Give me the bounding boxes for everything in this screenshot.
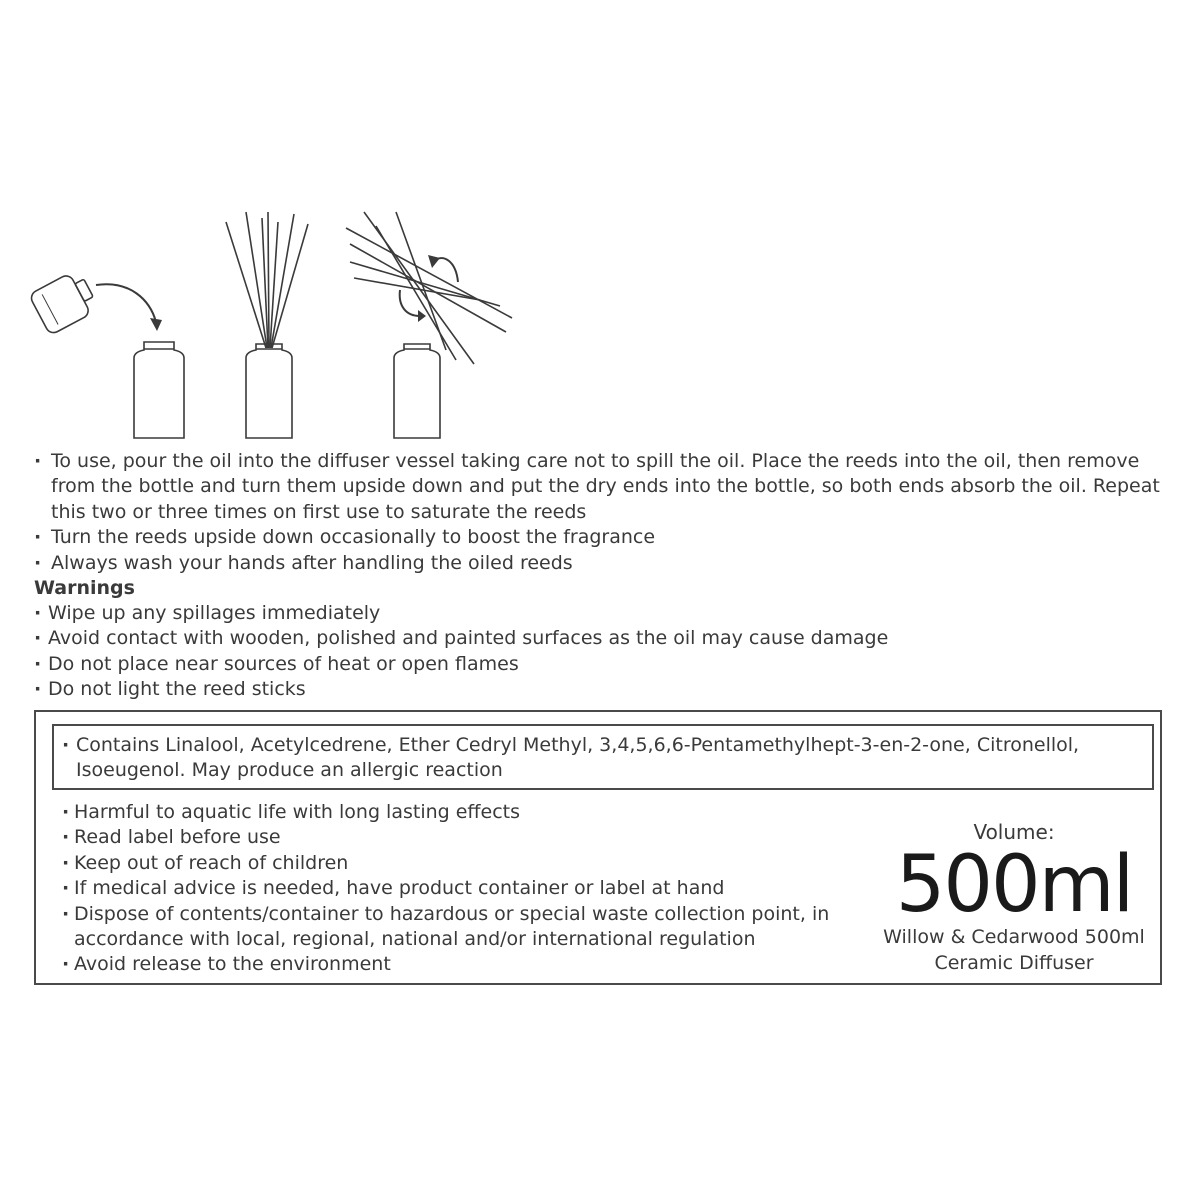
instruction-item: · Always wash your hands after handling the oiled reeds — [34, 551, 1174, 576]
allergen-box — [52, 724, 1154, 790]
hazard-item: · Keep out of reach of children — [62, 851, 862, 876]
product-name-line2: Ceramic Diffuser — [934, 952, 1094, 974]
volume-value: 500ml — [895, 840, 1133, 930]
reeds-in-bottle-icon — [226, 212, 308, 438]
hazard-item: · Read label before use — [62, 825, 862, 850]
volume-label: Volume: — [973, 820, 1055, 844]
hazard-statements — [62, 800, 862, 978]
usage-illustrations — [0, 0, 1200, 460]
warnings-list — [34, 601, 1174, 703]
usage-instructions — [34, 449, 1174, 576]
product-name-line1: Willow & Cedarwood 500ml — [883, 926, 1145, 948]
hazard-item: · If medical advice is needed, have product container or label at hand — [62, 876, 862, 901]
instruction-item: · To use, pour the oil into the diffuser vessel taking care not to spill the oil. Place the reeds into the oil, then remove from the bottle and turn them upside down and put the dry ends into the bottle, so both ends absorb the oil. Repeat this two or three times on first use to saturate the reeds — [34, 449, 1174, 525]
hazard-item: · Harmful to aquatic life with long lasting effects — [62, 800, 862, 825]
flip-reeds-icon — [346, 212, 512, 438]
hazard-item: · Dispose of contents/container to hazardous or special waste collection point, in accordance with local, regional, national and/or international regulation — [62, 902, 862, 953]
warning-item: · Wipe up any spillages immediately — [34, 601, 1174, 626]
warning-item: · Do not light the reed sticks — [34, 677, 1174, 702]
instruction-item: · Turn the reeds upside down occasionally to boost the fragrance — [34, 525, 1174, 550]
allergen-statement: · Contains Linalool, Acetylcedrene, Ether Cedryl Methyl, 3,4,5,6,6-Pentamethylhept-3-en-2-one, Citronellol, Isoeugenol. May produce an allergic reaction — [68, 733, 1138, 784]
warning-item: · Do not place near sources of heat or open flames — [34, 652, 1174, 677]
warnings-heading: Warnings — [34, 577, 135, 599]
warning-item: · Avoid contact with wooden, polished and painted surfaces as the oil may cause damage — [34, 626, 1174, 651]
pour-oil-into-bottle-icon — [29, 268, 184, 438]
hazard-item: · Avoid release to the environment — [62, 952, 862, 977]
volume-block — [864, 820, 1164, 976]
